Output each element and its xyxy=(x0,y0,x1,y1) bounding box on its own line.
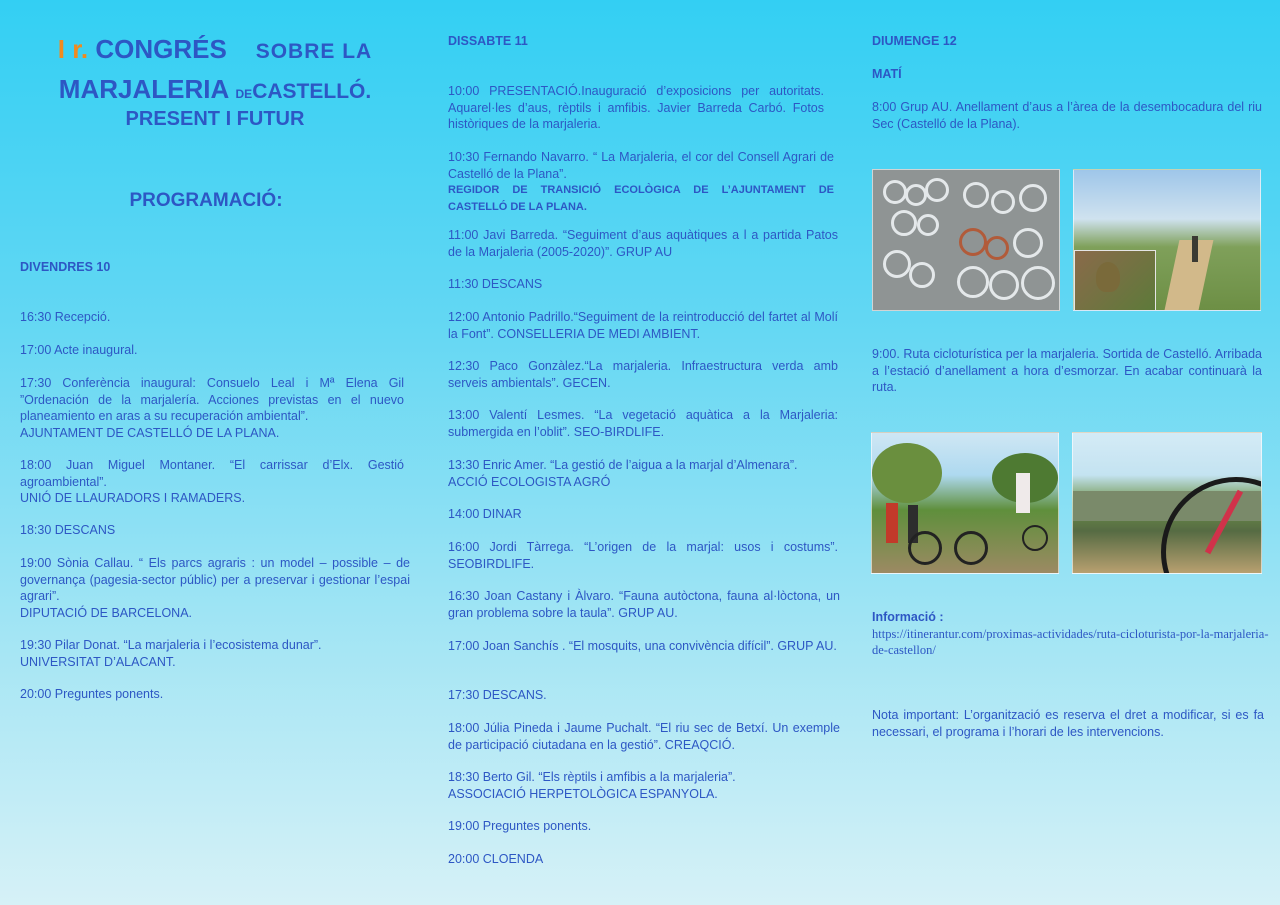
sunday-heading: DIUMENGE 12 xyxy=(872,34,957,48)
friday-item: 16:30 Recepció. xyxy=(20,310,111,324)
important-note: Nota important: L’organització es reserva el dret a modificar, si es fa necessari, el programa i l’horari de les intervencions. xyxy=(872,708,1264,739)
sunday-subheading: MATÍ xyxy=(872,67,902,81)
friday-heading: DIVENDRES 10 xyxy=(20,260,111,274)
programacio-heading: PROGRAMACIÓ: xyxy=(129,190,283,211)
title-castello: CASTELLÓ. xyxy=(252,80,372,103)
title-sobre: SOBRE LA xyxy=(255,40,373,63)
info-url-link[interactable]: https://itinerantur.com/proximas-actividades/ruta-cicloturista-por-la-marjaleria-de-castellon/ xyxy=(872,626,1269,657)
friday-item: 19:00 Sònia Callau. “ Els parcs agraris : un model – possible – de governança (pagesia-sector públic) per a preservar i gestionar l’espai agrari”. DIPUTACIÓ DE BARCELONA. xyxy=(20,556,410,620)
friday-item: 18:30 DESCANS xyxy=(20,523,116,537)
info-label: Informació : xyxy=(872,610,944,624)
saturday-item: 16:30 Joan Castany i Àlvaro. “Fauna autòctona, fauna al·lòctona, un gran problema sobre la taula”. GRUP AU. xyxy=(448,589,840,620)
edition-label: I r. xyxy=(57,34,89,64)
saturday-heading: DISSABTE 11 xyxy=(448,34,528,48)
sunday-column xyxy=(855,0,1280,905)
saturday-item: 16:00 Jordi Tàrrega. “L’origen de la marjal: usos i costums”. SEOBIRDLIFE. xyxy=(448,540,838,571)
info-block xyxy=(872,609,1272,659)
saturday-item: 13:30 Enric Amer. “La gestió de l’aigua a la marjal d’Almenara”. ACCIÓ ECOLOGISTA AGRÓ xyxy=(448,458,798,489)
saturday-item: 10:30 Fernando Navarro. “ La Marjaleria, el cor del Consell Agrari de Castelló de la Plana”. REGIDOR DE TRANSICIÓ ECOLÒGICA DE L’AJUNTAMENT DE CASTELLÓ DE LA PLANA. xyxy=(448,150,834,213)
friday-item: 17:00 Acte inaugural. xyxy=(20,343,138,357)
saturday-item: 12:00 Antonio Padrillo.“Seguiment de la reintroducció del fartet al Molí la Font”. CONSELLERIA DE MEDI AMBIENT. xyxy=(448,310,838,341)
bird-rings-photo xyxy=(872,169,1060,311)
saturday-item: 10:00 PRESENTACIÓ.Inauguració d’exposicions per autoritats. Aquarel·les d’aus, rèptils i amfibis. Javier Barreda Carbó. Fotos històriques de la marjaleria. xyxy=(448,84,824,131)
saturday-item: 18:30 Berto Gil. “Els rèptils i amfibis a la marjaleria”. ASSOCIACIÓ HERPETOLÒGICA ESPANYOLA. xyxy=(448,770,736,801)
saturday-item: 19:00 Preguntes ponents. xyxy=(448,819,592,833)
title-line-2 xyxy=(0,74,430,105)
friday-item: 17:30 Conferència inaugural: Consuelo Leal i Mª Elena Gil ”Ordenación de la marjalería. Acciones previstas en el nuevo planeamiento en aras a su recuperación ambiental”. AJUNTAMENT DE CASTELLÓ DE LA PLANA. xyxy=(20,376,404,440)
saturday-item: 17:30 DESCANS. xyxy=(448,688,547,702)
saturday-column xyxy=(430,0,850,905)
title-line-3: PRESENT I FUTUR xyxy=(125,108,305,130)
saturday-item: 20:00 CLOENDA xyxy=(448,852,544,866)
sunday-item: 8:00 Grup AU. Anellament d’aus a l’àrea de la desembocadura del riu Sec (Castelló de la Plana). xyxy=(872,100,1262,131)
title-congres: CONGRÉS xyxy=(95,34,227,64)
saturday-item: 17:00 Joan Sanchís . “El mosquits, una convivència difícil”. GRUP AU. xyxy=(448,639,837,653)
saturday-item: 11:30 DESCANS xyxy=(448,277,543,291)
saturday-item: 18:00 Júlia Pineda i Jaume Puchalt. “El riu sec de Betxí. Un exemple de participació ciutadana en la gestió”. CREAQCIÓ. xyxy=(448,721,840,752)
sunday-item: 9:00. Ruta cicloturística per la marjaleria. Sortida de Castelló. Arribada a l’estació d’anellament a hora d’esmorzar. En acabar continuarà la ruta. xyxy=(872,347,1262,394)
friday-item: 20:00 Preguntes ponents. xyxy=(20,687,164,701)
saturday-item: 14:00 DINAR xyxy=(448,507,522,521)
friday-column xyxy=(0,0,430,905)
cyclists-photo xyxy=(871,432,1059,574)
title-line-1 xyxy=(0,34,430,65)
friday-item: 18:00 Juan Miguel Montaner. “El carrissar d’Elx. Gestió agroambiental”. UNIÓ DE LLAURADORS I RAMADERS. xyxy=(20,458,404,505)
saturday-item: 13:00 Valentí Lesmes. “La vegetació aquàtica a la Marjaleria: submergida en l’oblit”. SEO-BIRDLIFE. xyxy=(448,408,838,439)
friday-item: 19:30 Pilar Donat. “La marjaleria i l’ecosistema dunar”. UNIVERSITAT D’ALACANT. xyxy=(20,638,322,669)
title-de: DE xyxy=(235,87,253,101)
title-marjaleria: MARJALERIA xyxy=(58,74,229,104)
saturday-item: 11:00 Javi Barreda. “Seguiment d’aus aquàtiques a l a partida Patos de la Marjaleria (2005-2020)”. GRUP AU xyxy=(448,228,838,259)
saturday-item: 12:30 Paco Gonzàlez.“La marjaleria. Infraestructura verda amb serveis ambientals”. GECEN. xyxy=(448,359,838,390)
ringing-station-photo xyxy=(1073,169,1261,311)
river-bike-photo xyxy=(1072,432,1262,574)
